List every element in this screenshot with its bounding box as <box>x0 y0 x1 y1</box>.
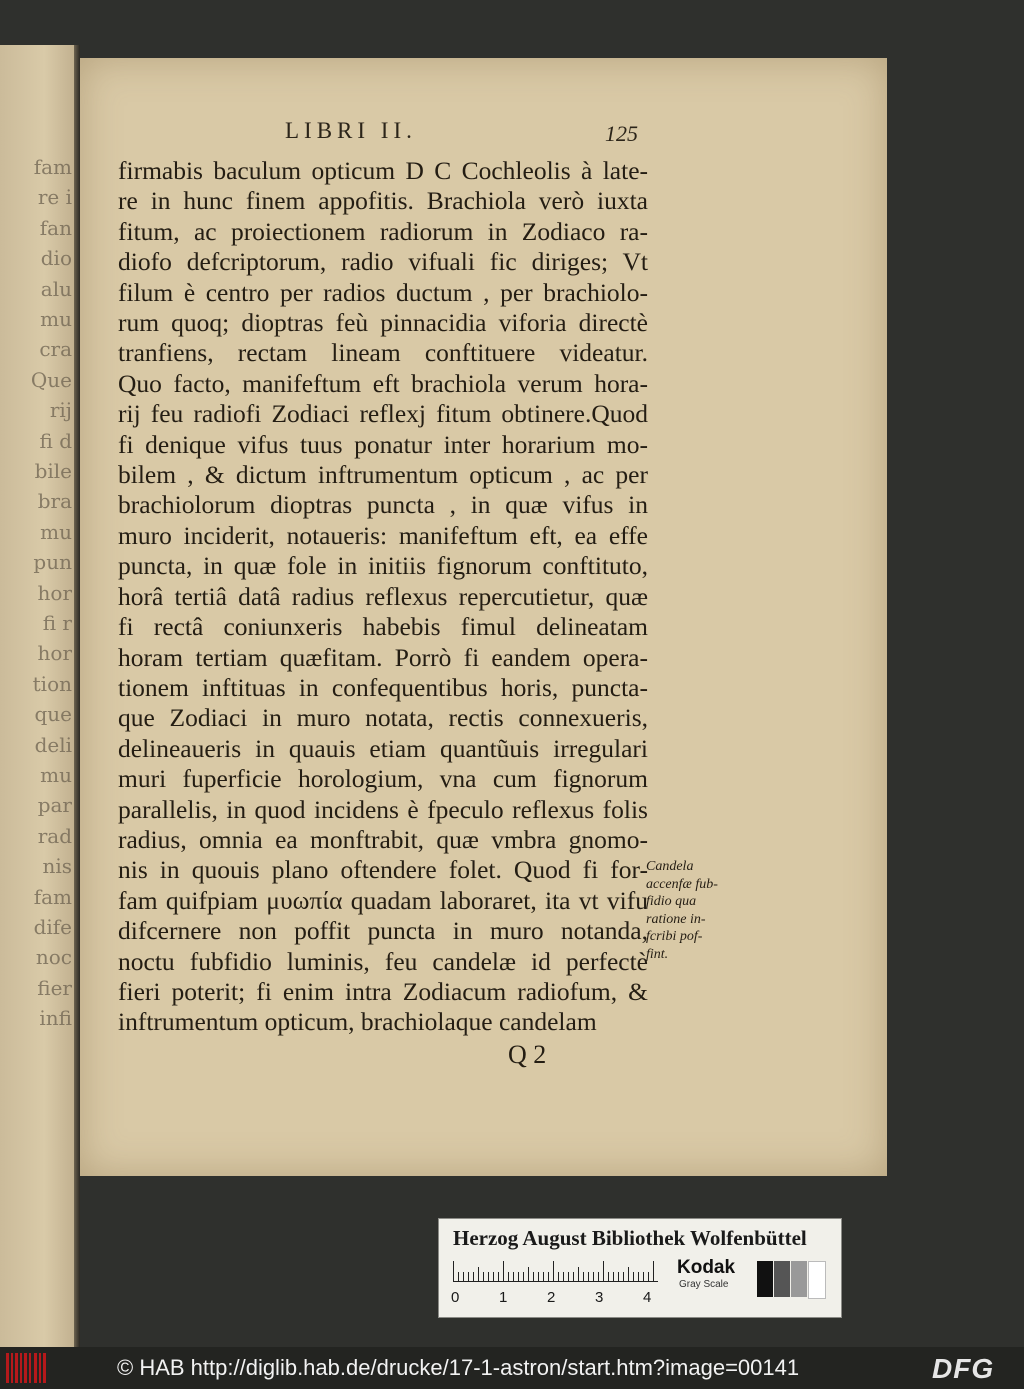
facing-page-text-fragment: dife <box>33 915 72 939</box>
ruler-tick <box>628 1267 629 1281</box>
facing-page-text-fragment: fam <box>33 155 72 179</box>
facing-page-text-fragment: noc <box>35 945 72 970</box>
marginal-note <box>646 858 741 963</box>
facing-page-text-fragment: mu <box>40 519 72 544</box>
ruler-tick <box>498 1272 499 1281</box>
text-line: diofo defcriptorum, radio vifuali fic diriges; Vt <box>118 247 648 277</box>
ruler-tick <box>573 1272 574 1281</box>
ruler-tick <box>493 1272 494 1281</box>
facing-page-text-fragment: deli <box>34 732 72 757</box>
ruler-tick <box>503 1261 504 1281</box>
text-line: tionem inftituas in confequentibus horis, puncta- <box>118 672 648 702</box>
ruler-tick <box>623 1272 624 1281</box>
ruler-tick <box>468 1272 469 1281</box>
facing-page-text-fragment: par <box>37 793 72 818</box>
facing-page-text-fragment: fier <box>37 975 72 1000</box>
text-line: horâ tertiâ datâ radius reflexus repercutietur, quæ <box>118 581 648 611</box>
gray-scale-caption: Gray Scale <box>679 1279 729 1290</box>
barcode-bar <box>29 1353 31 1383</box>
text-line: fieri poterit; fi enim intra Zodiacum radiofum, & <box>118 976 648 1006</box>
text-line: puncta, in quæ fole in initiis fignorum conftituto, <box>118 551 648 581</box>
ruler-tick <box>518 1272 519 1281</box>
text-line: fitum, ac proiectionem radiorum in Zodiaco ra- <box>118 216 648 246</box>
barcode-bar <box>6 1353 9 1383</box>
ruler-tick <box>478 1267 479 1281</box>
color-scale-label <box>438 1218 842 1318</box>
scale-number: 4 <box>643 1289 652 1306</box>
text-line: radius, omnia ea monftrabit, quæ vmbra gnomo- <box>118 824 648 854</box>
scale-number: 0 <box>451 1289 460 1306</box>
text-line: firmabis baculum opticum D C Cochleolis à late- <box>118 156 648 185</box>
ruler-tick <box>648 1272 649 1281</box>
facing-page-text-fragment: fan <box>39 215 72 240</box>
facing-page-text-fragment: hor <box>37 641 72 666</box>
ruler-tick <box>638 1272 639 1281</box>
ruler-tick <box>453 1261 454 1281</box>
text-line: filum è centro per radios ductum , per brachiolo- <box>118 277 648 307</box>
facing-page-text-fragment: fam <box>33 884 72 909</box>
ruler-tick <box>508 1272 509 1281</box>
facing-page-text-fragment: hor <box>37 580 72 605</box>
scale-number: 2 <box>547 1289 556 1306</box>
facing-page-text-fragment: mu <box>40 763 72 787</box>
facing-page-text-fragment: tion <box>32 671 72 696</box>
gray-swatch <box>791 1261 807 1297</box>
ruler-tick <box>513 1272 514 1281</box>
text-line: brachiolorum dioptras puncta , in quæ vifus in <box>118 490 648 520</box>
text-line: rij feu radiofi Zodiaci reflexj fitum obtinere.Quod <box>118 399 648 429</box>
ruler-tick <box>473 1272 474 1281</box>
ruler-tick <box>578 1267 579 1281</box>
ruler-scale <box>453 1259 658 1282</box>
text-line: re in hunc finem appofitis. Brachiola verò iuxta <box>118 186 648 216</box>
ruler-tick <box>593 1272 594 1281</box>
ruler-tick <box>558 1272 559 1281</box>
text-line: muri fuperficie horologium, vna cum fignorum <box>118 764 648 794</box>
text-line: delineaueris in quauis etiam quantũuis irregulari <box>118 733 648 763</box>
ruler-tick <box>548 1272 549 1281</box>
ruler-tick <box>653 1261 654 1281</box>
facing-page-text-fragment: infi <box>39 1006 72 1031</box>
ruler-tick <box>618 1272 619 1281</box>
ruler-tick <box>613 1272 614 1281</box>
barcode-icon <box>6 1353 48 1383</box>
ruler-tick <box>563 1272 564 1281</box>
marginal-note-line: fcribi pof- <box>646 929 703 944</box>
facing-page-text-fragment: mu <box>40 307 72 331</box>
text-line: inftrumentum opticum, brachiolaque candelam <box>118 1007 597 1037</box>
ruler-tick <box>523 1272 524 1281</box>
facing-page-text-fragment: cra <box>39 337 72 362</box>
facing-page-text-fragment: bile <box>34 459 72 483</box>
text-line: nis in quouis plano oftendere folet. Quod fi for- <box>118 855 648 885</box>
library-name: Herzog August Bibliothek Wolfenbüttel <box>453 1226 807 1250</box>
ruler-tick <box>598 1272 599 1281</box>
black-swatch <box>757 1261 773 1297</box>
barcode-bar <box>34 1353 37 1383</box>
ruler-tick <box>568 1272 569 1281</box>
text-line: tranfiens, rectam lineam conftituere videatur. <box>118 338 648 368</box>
marginal-note-line: ratione in- <box>646 911 706 927</box>
marginal-note-line: Candela <box>646 859 694 874</box>
dfg-logo: DFG <box>932 1353 995 1384</box>
facing-page-text-fragment: dio <box>40 246 72 271</box>
text-line: fi rectâ coniunxeris habebis fimul delineatam <box>118 612 648 642</box>
text-line: noctu fubfidio luminis, feu candelæ id perfectè <box>118 946 648 976</box>
barcode-bar <box>39 1353 41 1383</box>
facing-page-text-fragment: pun <box>33 550 72 575</box>
facing-page-text-fragment: nis <box>42 854 72 879</box>
scale-number: 1 <box>499 1289 508 1306</box>
text-line: fi denique vifus tuus ponatur inter horarium mo- <box>118 429 648 459</box>
facing-page-edge <box>0 45 74 1355</box>
facing-page-text-fragment: alu <box>40 276 72 301</box>
ruler-tick <box>603 1261 604 1281</box>
marginal-note-line: accenfæ fub- <box>646 876 718 892</box>
facing-page-text-fragment: fi d <box>39 428 72 453</box>
book-page <box>80 58 887 1176</box>
text-line: bilem , & dictum inftrumentum opticum , ac per <box>118 460 648 490</box>
page-number: 125 <box>605 121 638 146</box>
text-line: parallelis, in quod incidens è fpeculo reflexus folis <box>118 794 648 824</box>
kodak-logo: Kodak <box>677 1257 736 1278</box>
text-line: difcernere non poffit puncta in muro notanda, <box>118 916 648 946</box>
barcode-bar <box>43 1353 46 1383</box>
text-line: que Zodiaci in muro notata, rectis connexueris, <box>118 703 648 733</box>
ruler-tick <box>458 1272 459 1281</box>
facing-page-text-fragment: rad <box>37 823 72 848</box>
body-text <box>118 156 648 1038</box>
ruler-tick <box>588 1272 589 1281</box>
text-line: horam tertiam quæfitam. Porrò fi eandem opera- <box>118 642 648 672</box>
ruler-tick <box>583 1272 584 1281</box>
ruler-tick <box>483 1272 484 1281</box>
dark-gray-swatch <box>774 1261 790 1297</box>
barcode-bar <box>24 1353 27 1383</box>
marginal-note-line: fidio qua <box>646 894 697 909</box>
facing-page-text-fragment: rij <box>49 398 72 423</box>
ruler-tick <box>608 1272 609 1281</box>
facing-page-text-fragment: Que <box>30 367 72 392</box>
text-line: muro inciderit, notaueris: manifeftum eft, ea effe <box>118 520 648 550</box>
ruler-tick <box>538 1272 539 1281</box>
ruler-tick <box>543 1272 544 1281</box>
facing-page-text-fragment: fi r <box>42 611 72 635</box>
ruler-tick <box>643 1272 644 1281</box>
barcode-bar <box>20 1353 22 1383</box>
scale-number: 3 <box>595 1289 604 1306</box>
text-line: fam quifpiam μυωπία quadam laboraret, ita vt vifu <box>118 885 648 915</box>
facing-page-text-fragment: bra <box>37 489 72 514</box>
facing-page-text-fragment: re i <box>37 185 72 210</box>
text-line: Quo facto, manifeftum eft brachiola verum hora- <box>118 368 648 398</box>
ruler-tick <box>533 1272 534 1281</box>
facing-page-text-fragment: que <box>34 702 72 727</box>
ruler-tick <box>528 1267 529 1281</box>
white-swatch <box>808 1261 826 1299</box>
running-head: LIBRI II. <box>285 118 417 143</box>
ruler-tick <box>488 1272 489 1281</box>
marginal-note-line: fint. <box>646 946 669 962</box>
footer-bar <box>0 1347 1024 1389</box>
barcode-bar <box>15 1353 18 1383</box>
text-line: rum quoq; dioptras feù pinnacidia viforia directè <box>118 308 648 338</box>
copyright-link[interactable]: © HAB http://diglib.hab.de/drucke/17-1-astron/start.htm?image=00141 <box>117 1355 800 1380</box>
signature-mark: Q 2 <box>508 1040 547 1069</box>
barcode-bar <box>11 1353 13 1383</box>
ruler-tick <box>633 1272 634 1281</box>
ruler-tick <box>553 1261 554 1281</box>
ruler-tick <box>463 1272 464 1281</box>
